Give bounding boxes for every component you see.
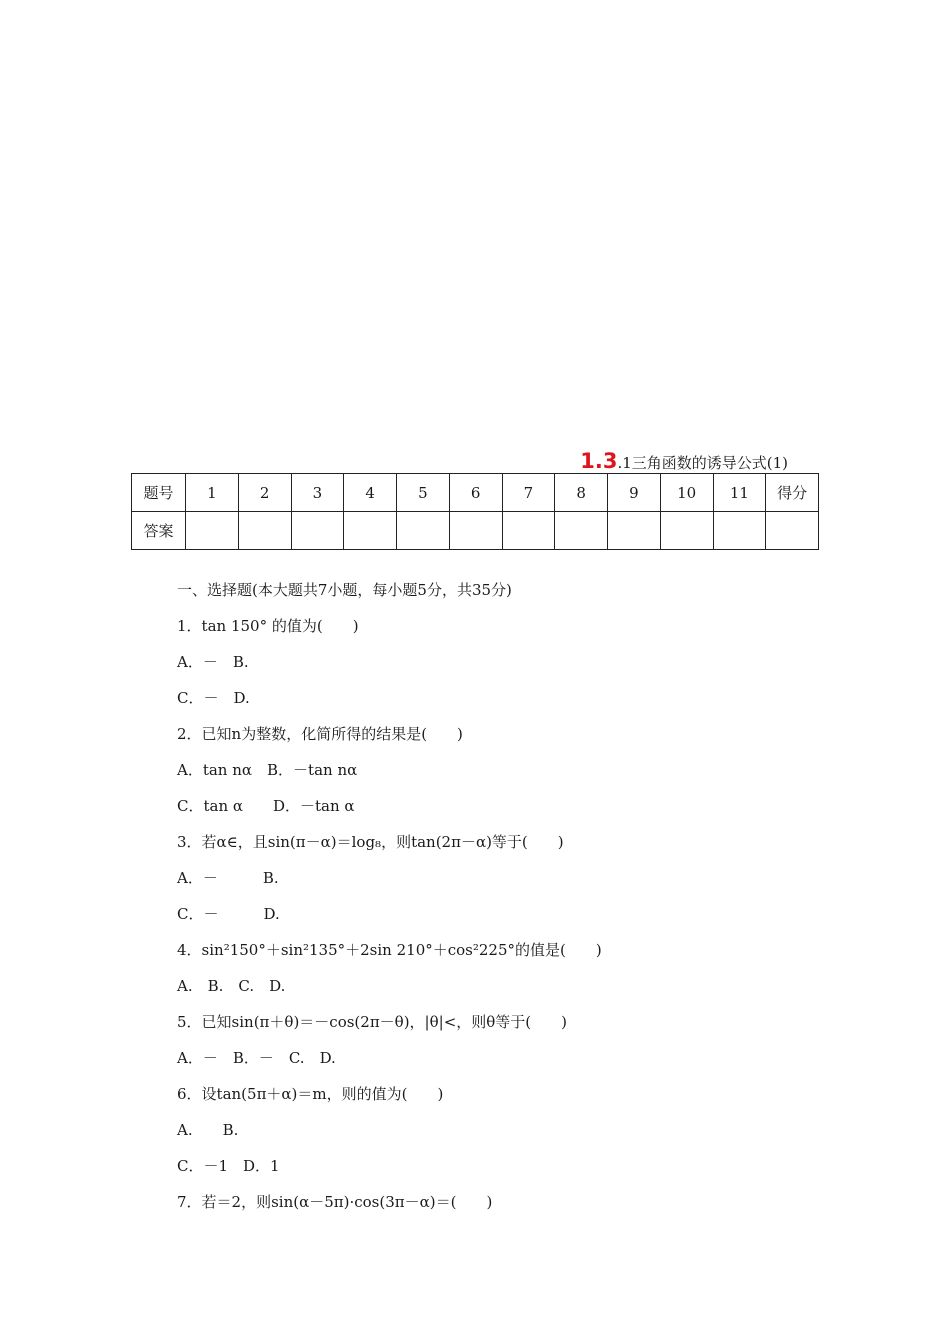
answer-cell[interactable] bbox=[344, 512, 397, 550]
answer-table bbox=[131, 473, 819, 550]
page-title bbox=[580, 448, 788, 476]
question-number-cell: 11 bbox=[713, 474, 766, 512]
question-4-options: A. B. C. D. bbox=[177, 977, 286, 995]
title-text: .1三角函数的诱导公式(1) bbox=[617, 454, 788, 472]
table-row-answers bbox=[132, 512, 819, 550]
answer-cell[interactable] bbox=[291, 512, 344, 550]
answer-cell[interactable] bbox=[397, 512, 450, 550]
question-number-cell: 2 bbox=[238, 474, 291, 512]
question-number-cell: 6 bbox=[449, 474, 502, 512]
question-number-cell: 9 bbox=[608, 474, 661, 512]
answer-cell[interactable] bbox=[502, 512, 555, 550]
question-number-cell: 8 bbox=[555, 474, 608, 512]
question-6: 6．设tan(5π＋α)＝m，则的值为( ) bbox=[177, 1085, 444, 1103]
question-6-options-cd: C．－1 D．1 bbox=[177, 1157, 280, 1175]
question-number-cell: 3 bbox=[291, 474, 344, 512]
answer-cell[interactable] bbox=[660, 512, 713, 550]
question-3-options-cd: C．－ D. bbox=[177, 905, 280, 923]
question-1-options-ab: A．－ B. bbox=[177, 653, 249, 671]
answer-cell[interactable] bbox=[186, 512, 239, 550]
question-3-options-ab: A．－ B. bbox=[177, 869, 279, 887]
question-number-cell: 7 bbox=[502, 474, 555, 512]
question-6-options-ab: A. B. bbox=[177, 1121, 239, 1139]
question-2-options-ab: A．tan nα B．－tan nα bbox=[177, 761, 358, 779]
question-number-cell: 5 bbox=[397, 474, 450, 512]
question-5-options: A．－ B．－ C. D. bbox=[177, 1049, 336, 1067]
answer-cell[interactable] bbox=[449, 512, 502, 550]
question-number-cell: 4 bbox=[344, 474, 397, 512]
question-2: 2．已知n为整数，化简所得的结果是( ) bbox=[177, 725, 463, 743]
answer-cell[interactable] bbox=[555, 512, 608, 550]
question-4: 4．sin²150°＋sin²135°＋2sin 210°＋cos²225°的值是( ) bbox=[177, 941, 602, 959]
question-number-cell: 1 bbox=[186, 474, 239, 512]
question-1: 1．tan 150° 的值为( ) bbox=[177, 617, 359, 635]
question-7: 7．若＝2，则sin(α－5π)·cos(3π－α)＝( ) bbox=[177, 1193, 493, 1211]
question-number-cell: 10 bbox=[660, 474, 713, 512]
answer-cell[interactable] bbox=[608, 512, 661, 550]
question-1-options-cd: C．－ D. bbox=[177, 689, 250, 707]
question-list bbox=[177, 572, 602, 1220]
question-2-options-cd: C．tan α D．－tan α bbox=[177, 797, 355, 815]
question-3: 3．若α∈，且sin(π－α)＝log₈，则tan(2π－α)等于( ) bbox=[177, 833, 564, 851]
answer-cell[interactable] bbox=[713, 512, 766, 550]
score-cell[interactable] bbox=[766, 512, 819, 550]
row-label-answer: 答案 bbox=[132, 512, 186, 550]
answer-cell[interactable] bbox=[238, 512, 291, 550]
title-number: 1.3 bbox=[580, 449, 618, 473]
row-label-question-number: 题号 bbox=[132, 474, 186, 512]
section-heading: 一、选择题(本大题共7小题，每小题5分，共35分) bbox=[177, 581, 512, 599]
score-label-cell: 得分 bbox=[766, 474, 819, 512]
question-5: 5．已知sin(π＋θ)＝－cos(2π－θ)，|θ|<，则θ等于( ) bbox=[177, 1013, 568, 1031]
table-row-numbers bbox=[132, 474, 819, 512]
